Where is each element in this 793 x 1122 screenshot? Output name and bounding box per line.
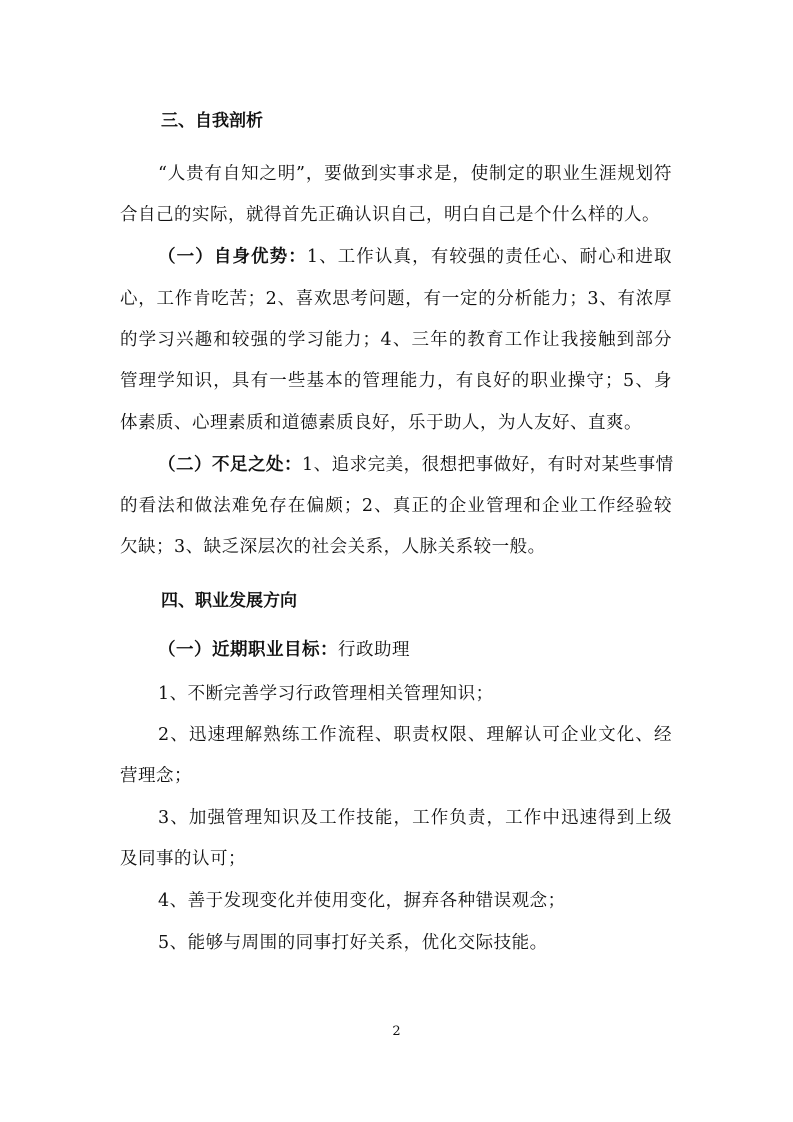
strengths-line-5: 体素质、心理素质和道德素质良好，乐于助人，为人友好、直爽。 [120, 413, 642, 433]
intro-line-1: “人贵有自知之明”，要做到实事求是，使制定的职业生涯规划符 [158, 164, 672, 184]
section-heading-career-direction: 四、职业发展方向 [161, 591, 297, 611]
strengths-line-2: 心，工作肯吃苦；2、喜欢思考问题，有一定的分析能力；3、有浓厚 [120, 289, 672, 309]
goal-item-1: 1、不断完善学习行政管理相关管理知识； [158, 684, 494, 704]
near-term-goal-label: （一）近期职业目标： [158, 640, 338, 660]
near-term-goal-value: 行政助理 [338, 640, 410, 660]
strengths-text-1: 1、工作认真，有较强的责任心、耐心和进取 [306, 247, 673, 267]
goal-item-3-line-2: 及同事的认可； [120, 849, 246, 869]
strengths-label: （一）自身优势： [158, 247, 307, 267]
intro-line-2: 合自己的实际，就得首先正确认识自己，明白自己是个什么样的人。 [120, 205, 660, 225]
goal-item-3-line-1: 3、加强管理知识及工作技能，工作负责，工作中迅速得到上级 [158, 808, 672, 828]
page-number: 2 [392, 1024, 401, 1039]
weaknesses-line-1 [158, 451, 672, 476]
weaknesses-line-3: 欠缺；3、缺乏深层次的社会关系，人脉关系较一般。 [120, 537, 546, 557]
section-heading-self-analysis: 三、自我剖析 [161, 111, 263, 131]
goal-item-5: 5、能够与周围的同事打好关系，优化交际技能。 [158, 933, 548, 953]
near-term-goal [158, 636, 410, 661]
strengths-line-3: 的学习兴趣和较强的学习能力；4、三年的教育工作让我接触到部分 [120, 330, 672, 350]
weaknesses-text-1: 1、追求完美，很想把事做好，有时对某些事情 [302, 455, 674, 475]
strengths-line-1 [158, 243, 672, 268]
strengths-line-4: 管理学知识，具有一些基本的管理能力，有良好的职业操守；5、身 [120, 371, 672, 391]
goal-item-4: 4、善于发现变化并使用变化，摒弃各种错误观念； [158, 891, 566, 911]
weaknesses-line-2: 的看法和做法难免存在偏颇；2、真正的企业管理和企业工作经验较 [120, 496, 672, 516]
goal-item-2-line-2: 营理念； [120, 766, 192, 786]
goal-item-2-line-1: 2、迅速理解熟练工作流程、职责权限、理解认可企业文化、经 [158, 725, 672, 745]
weaknesses-label: （二）不足之处： [158, 455, 302, 475]
